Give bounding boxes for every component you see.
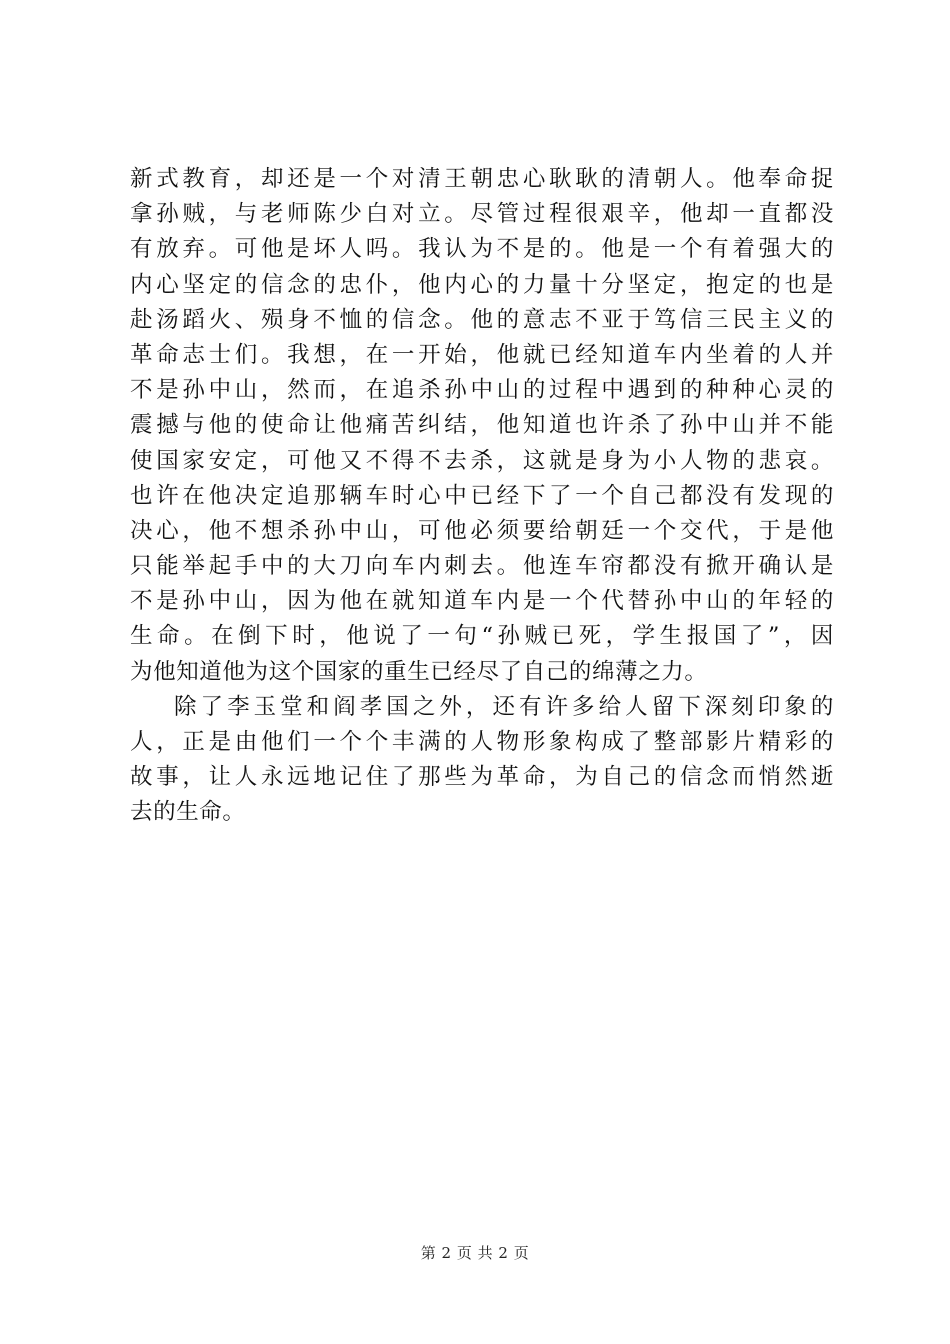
text-line: 使国家安定，可他又不得不去杀，这就是身为小人物的悲哀。 [130,447,834,474]
paragraph [130,162,834,690]
text-line: 革命志士们。我想，在一开始，他就已经知道车内坐着的人并 [130,341,834,368]
text-line: 也许在他决定追那辆车时心中已经下了一个自己都没有发现的 [130,482,834,509]
text-line: 人，正是由他们一个个丰满的人物形象构成了整部影片精彩的 [130,729,834,755]
text-line: 生命。在倒下时，他说了一句“孙贼已死，学生报国了”，因 [130,623,834,650]
paragraph [130,690,834,831]
text-line: 有放弃。可他是坏人吗。我认为不是的。他是一个有着强大的 [130,236,834,263]
text-line: 赴汤蹈火、殒身不恤的信念。他的意志不亚于笃信三民主义的 [130,306,834,333]
text-line: 不是孙中山，然而，在追杀孙中山的过程中遇到的种种心灵的 [130,377,834,404]
page-footer [0,1243,950,1263]
text-line: 只能举起手中的大刀向车内刺去。他连车帘都没有掀开确认是 [130,553,834,580]
text-line: 不是孙中山，因为他在就知道车内是一个代替孙中山的年轻的 [130,588,834,615]
text-line: 故事，让人永远地记住了那些为革命，为自己的信念而悄然逝 [130,764,834,791]
page-number-label: 第 2 页 共 2 页 [420,1244,530,1262]
text-line: 拿孙贼，与老师陈少白对立。尽管过程很艰辛，他却一直都没 [130,201,834,228]
text-line: 去的生命。 [130,799,246,826]
text-line: 决心，他不想杀孙中山，可他必须要给朝廷一个交代，于是他 [130,517,834,544]
body-text [130,162,834,831]
text-line: 为他知道他为这个国家的重生已经尽了自己的绵薄之力。 [130,658,708,685]
text-line: 震撼与他的使命让他痛苦纠结，他知道也许杀了孙中山并不能 [130,412,834,439]
text-line: 除了李玉堂和阎孝国之外，还有许多给人留下深刻印象的 [174,693,834,720]
text-line: 内心坚定的信念的忠仆，他内心的力量十分坚定，抱定的也是 [130,271,834,298]
text-line: 新式教育，却还是一个对清王朝忠心耿耿的清朝人。他奉命捉 [130,166,834,192]
